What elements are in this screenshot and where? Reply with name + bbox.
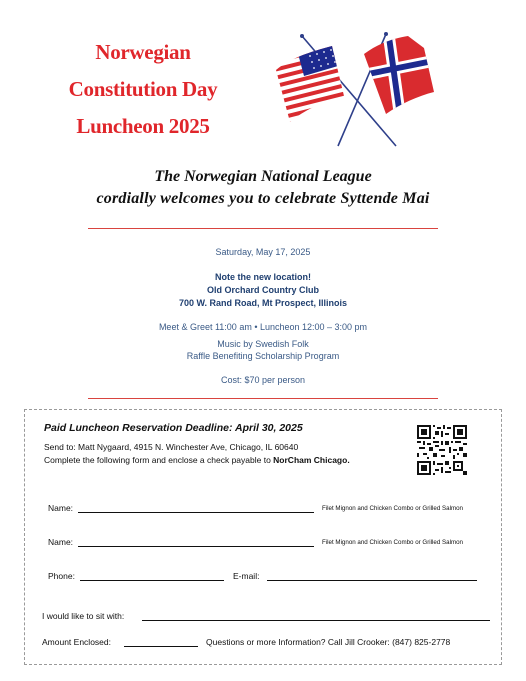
cost-info: Cost: $70 per person — [220, 375, 306, 385]
meal-options-2[interactable]: Filet Mignon and Chicken Combo or Grilled Salmon — [322, 539, 464, 546]
phone-label: Phone: — [48, 571, 75, 581]
form-instructions: Complete the following form and enclose a check payable to NorCham Chicago. — [44, 455, 350, 465]
event-title-line-1: Norwegian — [95, 40, 191, 64]
divider-top — [88, 228, 438, 229]
name-field-2[interactable] — [78, 546, 314, 547]
reservation-deadline: Paid Luncheon Reservation Deadline: April 30, 2025 — [44, 422, 303, 434]
name-label-1: Name: — [48, 503, 74, 513]
amount-label: Amount Enclosed: — [42, 637, 111, 647]
location-note: Note the new location! — [214, 272, 311, 282]
sit-with-field[interactable] — [142, 620, 490, 621]
name-field-1[interactable] — [78, 512, 314, 513]
event-date: Saturday, May 17, 2025 — [215, 247, 311, 257]
email-label: E-mail: — [233, 571, 260, 581]
event-title — [48, 34, 238, 145]
venue-name: Old Orchard Country Club — [206, 285, 319, 295]
check-payee: NorCham Chicago. — [273, 455, 350, 465]
invitation-line-2: cordially welcomes you to celebrate Syttende Mai — [96, 190, 430, 207]
contact-info: Questions or more Information? Call Jill Crooker: (847) 825-2778 — [206, 637, 451, 647]
venue-address: 700 W. Rand Road, Mt Prospect, Illinois — [178, 298, 348, 308]
music-info: Music by Swedish Folk — [217, 339, 309, 349]
name-label-2: Name: — [48, 537, 74, 547]
divider-bottom — [88, 398, 438, 399]
us-flag-icon — [258, 30, 376, 140]
raffle-info: Raffle Benefiting Scholarship Program — [186, 351, 340, 361]
qr-code-icon — [417, 425, 467, 475]
send-to-address: Send to: Matt Nygaard, 4915 N. Winchester Ave, Chicago, IL 60640 — [44, 442, 299, 452]
event-schedule: Meet & Greet 11:00 am • Luncheon 12:00 – 3:00 pm — [158, 322, 368, 332]
event-title-line-3: Luncheon 2025 — [76, 114, 210, 138]
meal-options-1[interactable]: Filet Mignon and Chicken Combo or Grilled Salmon — [322, 505, 464, 512]
invitation-line-1: The Norwegian National League — [154, 168, 372, 185]
event-title-line-2: Constitution Day — [68, 77, 218, 101]
email-field[interactable] — [267, 580, 477, 581]
phone-field[interactable] — [80, 580, 224, 581]
sit-with-label: I would like to sit with: — [42, 611, 125, 621]
amount-field[interactable] — [124, 646, 198, 647]
crossed-flags-icon — [258, 30, 438, 148]
